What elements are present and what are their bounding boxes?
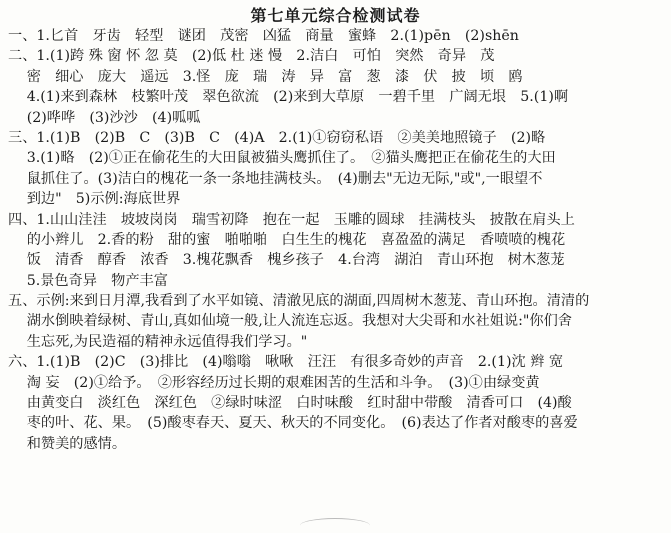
answer-line: 六、1.(1)B (2)C (3)排比 (4)嗡嗡 啾啾 汪汪 有很多奇妙的声音 2.(1)沈 辫 宽 bbox=[8, 354, 564, 371]
answer-line: 三、1.(1)B (2)B C (3)B C (4)A 2.(1)①窃窃私语 ②美美地照镜子 (2)略 bbox=[8, 129, 546, 146]
answer-line: 生忘死,为民造福的精神永远值得我们学习。" bbox=[8, 333, 308, 350]
page-title: 第七单元综合检测试卷 bbox=[250, 6, 421, 25]
answer-line: 由黄变白 淡红色 深红色 ②绿时味涩 白时味酸 红时甜中带酸 清香可口 (4)酸 bbox=[8, 395, 572, 412]
answer-line: 的小辫儿 2.香的粉 甜的蜜 啪啪啪 白生生的槐花 喜盈盈的满足 香喷喷的槐花 bbox=[8, 231, 566, 248]
answer-line: 到边" 5)示例:海底世界 bbox=[8, 191, 181, 208]
answer-content bbox=[8, 26, 664, 454]
answer-line: 饭 清香 醇香 浓香 3.槐花飘香 槐乡孩子 4.台湾 湖泊 青山环抱 树木葱茏 bbox=[8, 252, 565, 269]
answer-line: 淘 妄 (2)①给予。 ②形容经历过长期的艰难困苦的生活和斗争。 (3)①由绿变黄 bbox=[8, 374, 540, 391]
answer-line: 四、1.山山洼洼 坡坡岗岗 瑞雪初降 抱在一起 玉雕的圆球 挂满枝头 披散在肩头上 bbox=[8, 211, 575, 228]
answer-line: 3.(1)略 (2)①正在偷花生的大田鼠被猫头鹰抓住了。 ②猫头鹰把正在偷花生的大田 bbox=[8, 150, 556, 167]
answer-line: 二、1.(1)跨 殊 窗 怀 忽 莫 (2)低 杜 迷 慢 2.洁白 可怕 突然 奇异 茂 bbox=[8, 48, 495, 65]
answer-line: 湖水倒映着绿树、青山,真如仙境一般,让人流连忘返。我想对大尖哥和水社姐说:"你们舍 bbox=[8, 313, 572, 330]
answer-line: (2)哗哗 (3)沙沙 (4)呱呱 bbox=[8, 109, 201, 126]
answer-line: 五、示例:来到日月潭,我看到了水平如镜、清澈见底的湖面,四周树木葱茏、青山环抱。清清的 bbox=[8, 293, 590, 310]
answer-line: 鼠抓住了。(3)洁白的槐花一条一条地挂满枝头。 (4)删去"无边无际,"或",一眼望不 bbox=[8, 170, 543, 187]
answer-line: 密 细心 庞大 遥远 3.怪 庞 瑞 涛 异 富 葱 漆 伏 披 顷 鸥 bbox=[8, 68, 523, 85]
answer-line: 和赞美的感情。 bbox=[8, 435, 127, 452]
answer-line: 4.(1)来到森林 枝繁叶茂 翠色欲流 (2)来到大草原 一碧千里 广阔无垠 5.(1)啊 bbox=[8, 89, 569, 106]
answer-line: 枣的叶、花、果。 (5)酸枣春天、夏天、秋天的不同变化。 (6)表达了作者对酸枣的喜爱 bbox=[8, 415, 578, 432]
page-footer-decoration bbox=[300, 518, 370, 533]
answer-line: 5.景色奇异 物产丰富 bbox=[8, 272, 168, 289]
answer-line: 一、1.匕首 牙齿 轻型 谜团 茂密 凶猛 商量 蜜蜂 2.(1)pēn (2)shēn bbox=[8, 28, 519, 44]
